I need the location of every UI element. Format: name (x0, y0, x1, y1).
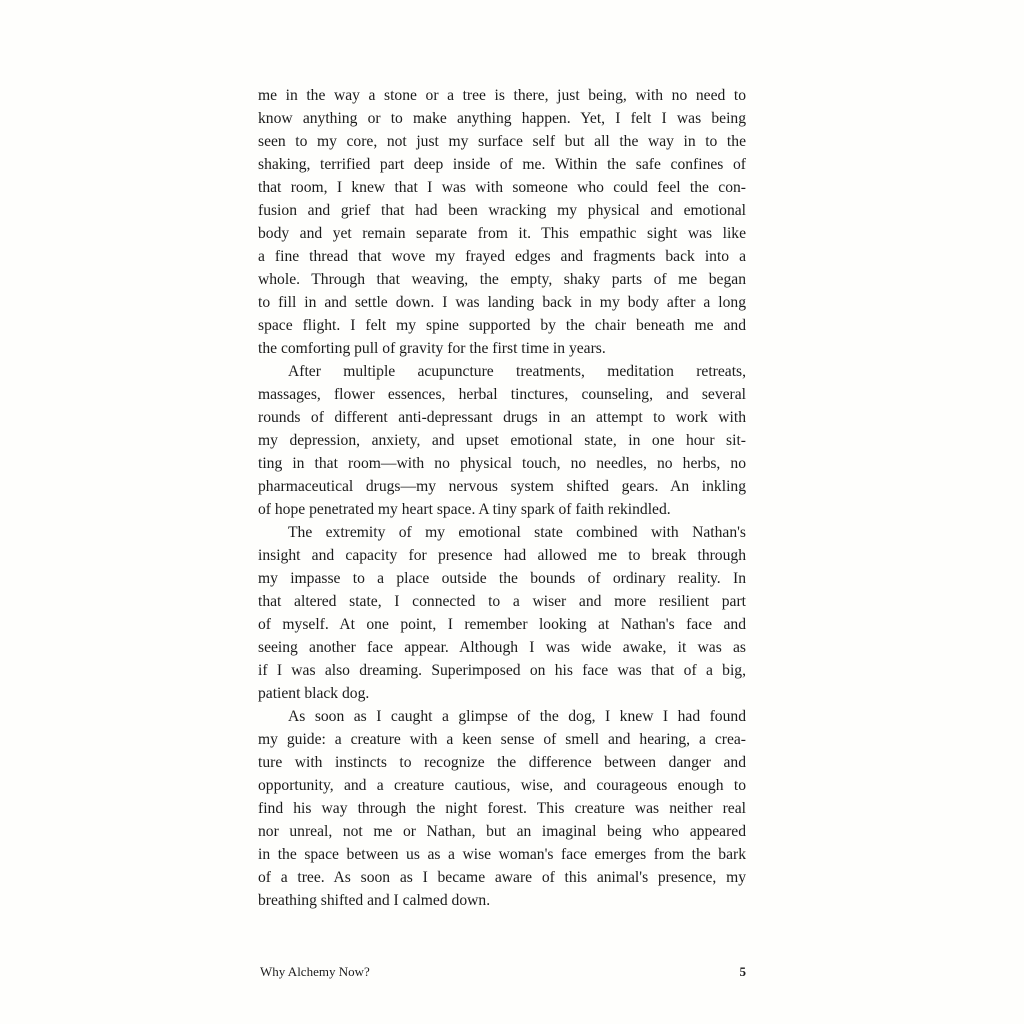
text-line: that room, I knew that I was with someone who could feel the con- (258, 179, 746, 196)
text-line: of hope penetrated my heart space. A tiny spark of faith rekindled. (258, 501, 671, 518)
text-line: nor unreal, not me or Nathan, but an imaginal being who appeared (258, 823, 746, 840)
text-line: to fill in and settle down. I was landing back in my body after a long (258, 294, 746, 311)
text-line: The extremity of my emotional state combined with Nathan's (288, 524, 746, 541)
text-line: After multiple acupuncture treatments, meditation retreats, (288, 363, 746, 380)
text-line: massages, flower essences, herbal tinctures, counseling, and several (258, 386, 746, 403)
text-line: my depression, anxiety, and upset emotional state, in one hour sit- (258, 432, 746, 449)
text-line: find his way through the night forest. This creature was neither real (258, 800, 746, 817)
text-line: that altered state, I connected to a wiser and more resilient part (258, 593, 746, 610)
text-line: patient black dog. (258, 685, 370, 702)
text-line: of myself. At one point, I remember looking at Nathan's face and (258, 616, 746, 633)
text-line: a fine thread that wove my frayed edges and fragments back into a (258, 248, 746, 265)
text-line: my guide: a creature with a keen sense of smell and hearing, a crea- (258, 731, 746, 748)
text-line: breathing shifted and I calmed down. (258, 892, 491, 909)
text-line: of a tree. As soon as I became aware of this animal's presence, my (258, 869, 746, 886)
text-line: my impasse to a place outside the bounds of ordinary reality. In (258, 570, 746, 587)
text-line: As soon as I caught a glimpse of the dog, I knew I had found (288, 708, 746, 725)
text-line: body and yet remain separate from it. This empathic sight was like (258, 225, 746, 242)
page-number: 5 (739, 964, 746, 979)
text-line: opportunity, and a creature cautious, wise, and courageous enough to (258, 777, 746, 794)
text-line: seen to my core, not just my surface self but all the way in to the (258, 133, 746, 150)
page-footer (260, 964, 746, 984)
text-line: insight and capacity for presence had allowed me to break through (258, 547, 746, 564)
text-line: ting in that room—with no physical touch, no needles, no herbs, no (258, 455, 746, 472)
text-line: the comforting pull of gravity for the first time in years. (258, 340, 606, 357)
text-line: ture with instincts to recognize the difference between danger and (258, 754, 746, 771)
text-line: if I was also dreaming. Superimposed on his face was that of a big, (258, 662, 746, 679)
text-line: seeing another face appear. Although I was wide awake, it was as (258, 639, 746, 656)
text-line: pharmaceutical drugs—my nervous system shifted gears. An inkling (258, 478, 746, 495)
text-line: rounds of different anti-depressant drugs in an attempt to work with (258, 409, 746, 426)
text-line: fusion and grief that had been wracking my physical and emotional (258, 202, 746, 219)
running-head: Why Alchemy Now? (260, 964, 370, 979)
text-line: space flight. I felt my spine supported by the chair beneath me and (258, 317, 746, 334)
text-line: me in the way a stone or a tree is there, just being, with no need to (258, 87, 746, 104)
text-line: shaking, terrified part deep inside of me. Within the safe confines of (258, 156, 746, 173)
text-line: in the space between us as a wise woman's face emerges from the bark (258, 846, 746, 863)
text-line: know anything or to make anything happen. Yet, I felt I was being (258, 110, 746, 127)
text-line: whole. Through that weaving, the empty, shaky parts of me began (258, 271, 746, 288)
body-text (258, 84, 746, 912)
